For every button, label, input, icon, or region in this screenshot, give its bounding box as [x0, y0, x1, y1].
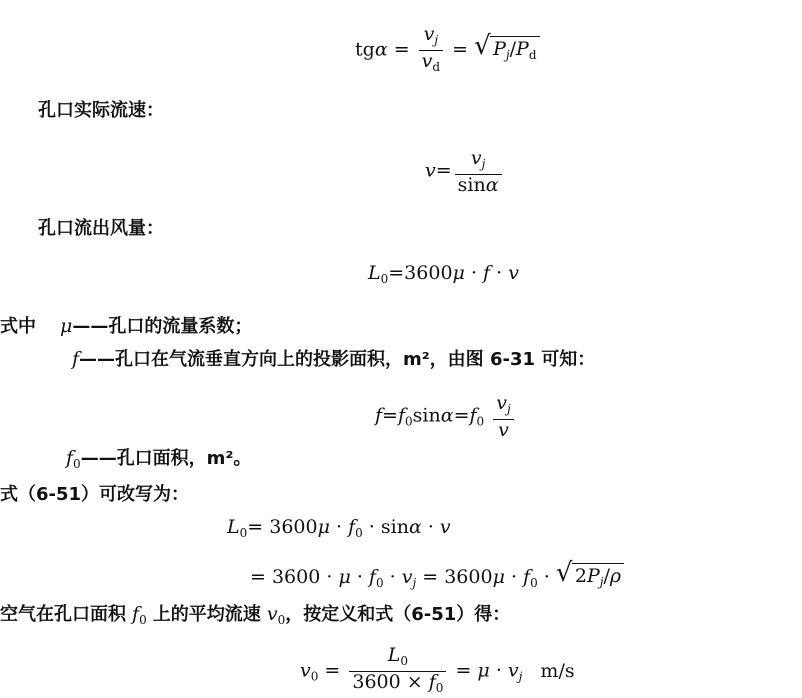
- equation-airflow: $L_0=3600\mu \cdot f \cdot v$: [368, 262, 519, 286]
- unit-ms: m/s: [540, 659, 575, 682]
- def-f0: ——孔口面积，m²。: [80, 448, 252, 469]
- rewrite-text: 式（6-51）可改写为：: [0, 484, 190, 505]
- equation-velocity: v= $\frac{v_j}{\sin\alpha}$: [425, 148, 505, 195]
- equation-tg-alpha: tgα = $\frac{v_j}{v_d}$ = √ $P_j/P_d$: [355, 24, 540, 77]
- def-mu: ——孔口的流量系数；: [72, 316, 253, 337]
- equation-f: $f=f_0\sin\alpha=f_0$ $\frac{v_j}{v}$: [375, 393, 517, 440]
- def-f: ——孔口在气流垂直方向上的投影面积，m²，由图 6-31 可知：: [79, 349, 596, 370]
- equation-airflow-expanded: = $3600 \cdot \mu \cdot f_0 \cdot v_j = 3600\mu \cdot f_0$ · √ $2P_j/\rho$: [250, 563, 624, 594]
- where-prefix: 式中: [0, 316, 36, 337]
- label-outflow: 孔口流出风量：: [38, 218, 164, 239]
- label-actual-velocity: 孔口实际流速：: [38, 100, 164, 121]
- equation-airflow-rewritten: $L_0= 3600\mu \cdot f_0 \cdot \sin\alpha \cdot v$: [227, 516, 451, 540]
- where-mu-line: 式中 μ——孔口的流量系数；: [0, 315, 253, 337]
- average-velocity-text: 空气在孔口面积 $f_0$ 上的平均流速 $v_0$，按定义和式（6-51）得：: [0, 603, 511, 627]
- where-f-line: f——孔口在气流垂直方向上的投影面积，m²，由图 6-31 可知：: [72, 348, 596, 370]
- equation-average-velocity: $v_0$ = $\frac{L_0}{3600 \times f_0}$ = $\mu \cdot v_j$ m/s: [300, 644, 575, 695]
- where-f0-line: $f_0——$孔口面积，m²。: [66, 447, 252, 471]
